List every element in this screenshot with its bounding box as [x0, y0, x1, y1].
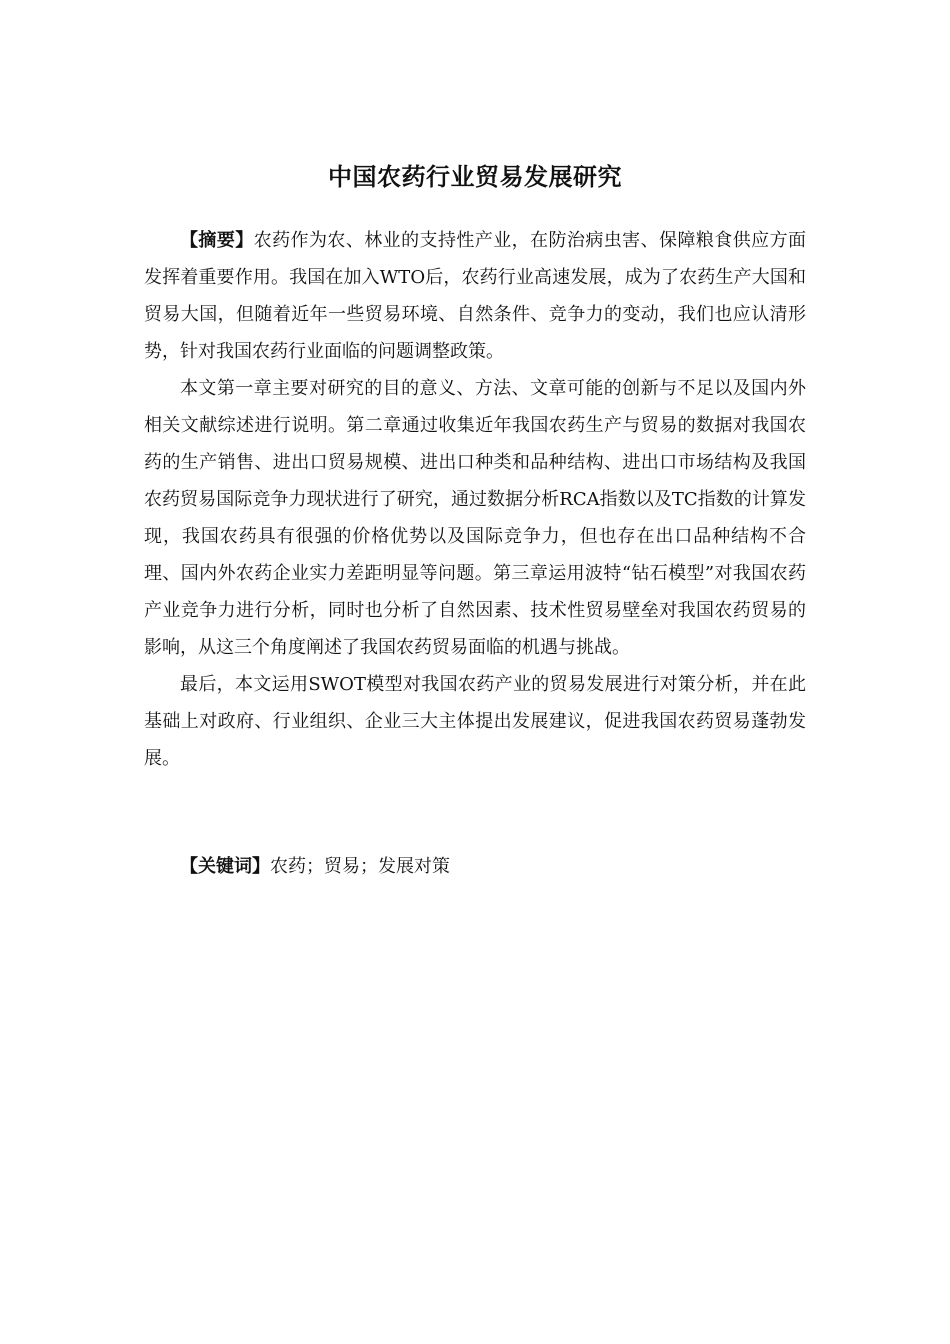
abstract-label: 【摘要】 — [180, 230, 254, 251]
keywords-label: 【关键词】 — [180, 856, 270, 877]
abstract-paragraph-1 — [144, 222, 806, 370]
keywords-line — [144, 848, 806, 885]
abstract-paragraph-3: 最后，本文运用SWOT模型对我国农药产业的贸易发展进行对策分析，并在此基础上对政府、行业组织、企业三大主体提出发展建议，促进我国农药贸易蓬勃发展。 — [144, 674, 806, 769]
keywords-text: 农药；贸易；发展对策 — [270, 856, 450, 877]
abstract-paragraph-1-text: 农药作为农、林业的支持性产业，在防治病虫害、保障粮食供应方面发挥着重要作用。我国在加入WTO后，农药行业高速发展，成为了农药生产大国和贸易大国，但随着近年一些贸易环境、自然条件、竞争力的变动，我们也应认清形势，针对我国农药行业面临的问题调整政策。 — [144, 230, 807, 362]
page-title: 中国农药行业贸易发展研究 — [328, 163, 622, 191]
abstract-paragraph-2: 本文第一章主要对研究的目的意义、方法、文章可能的创新与不足以及国内外相关文献综述进行说明。第二章通过收集近年我国农药生产与贸易的数据对我国农药的生产销售、进出口贸易规模、进出口种类和品种结构、进出口市场结构及我国农药贸易国际竞争力现状进行了研究，通过数据分析RCA指数以及TC指数的计算发现，我国农药具有很强的价格优势以及国际竞争力，但也存在出口品种结构不合理、国内外农药企业实力差距明显等问题。第三章运用波特“钻石模型”对我国农药产业竞争力进行分析，同时也分析了自然因素、技术性贸易壁垒对我国农药贸易的影响，从这三个角度阐述了我国农药贸易面临的机遇与挑战。 — [144, 378, 806, 658]
abstract-section — [144, 222, 806, 777]
